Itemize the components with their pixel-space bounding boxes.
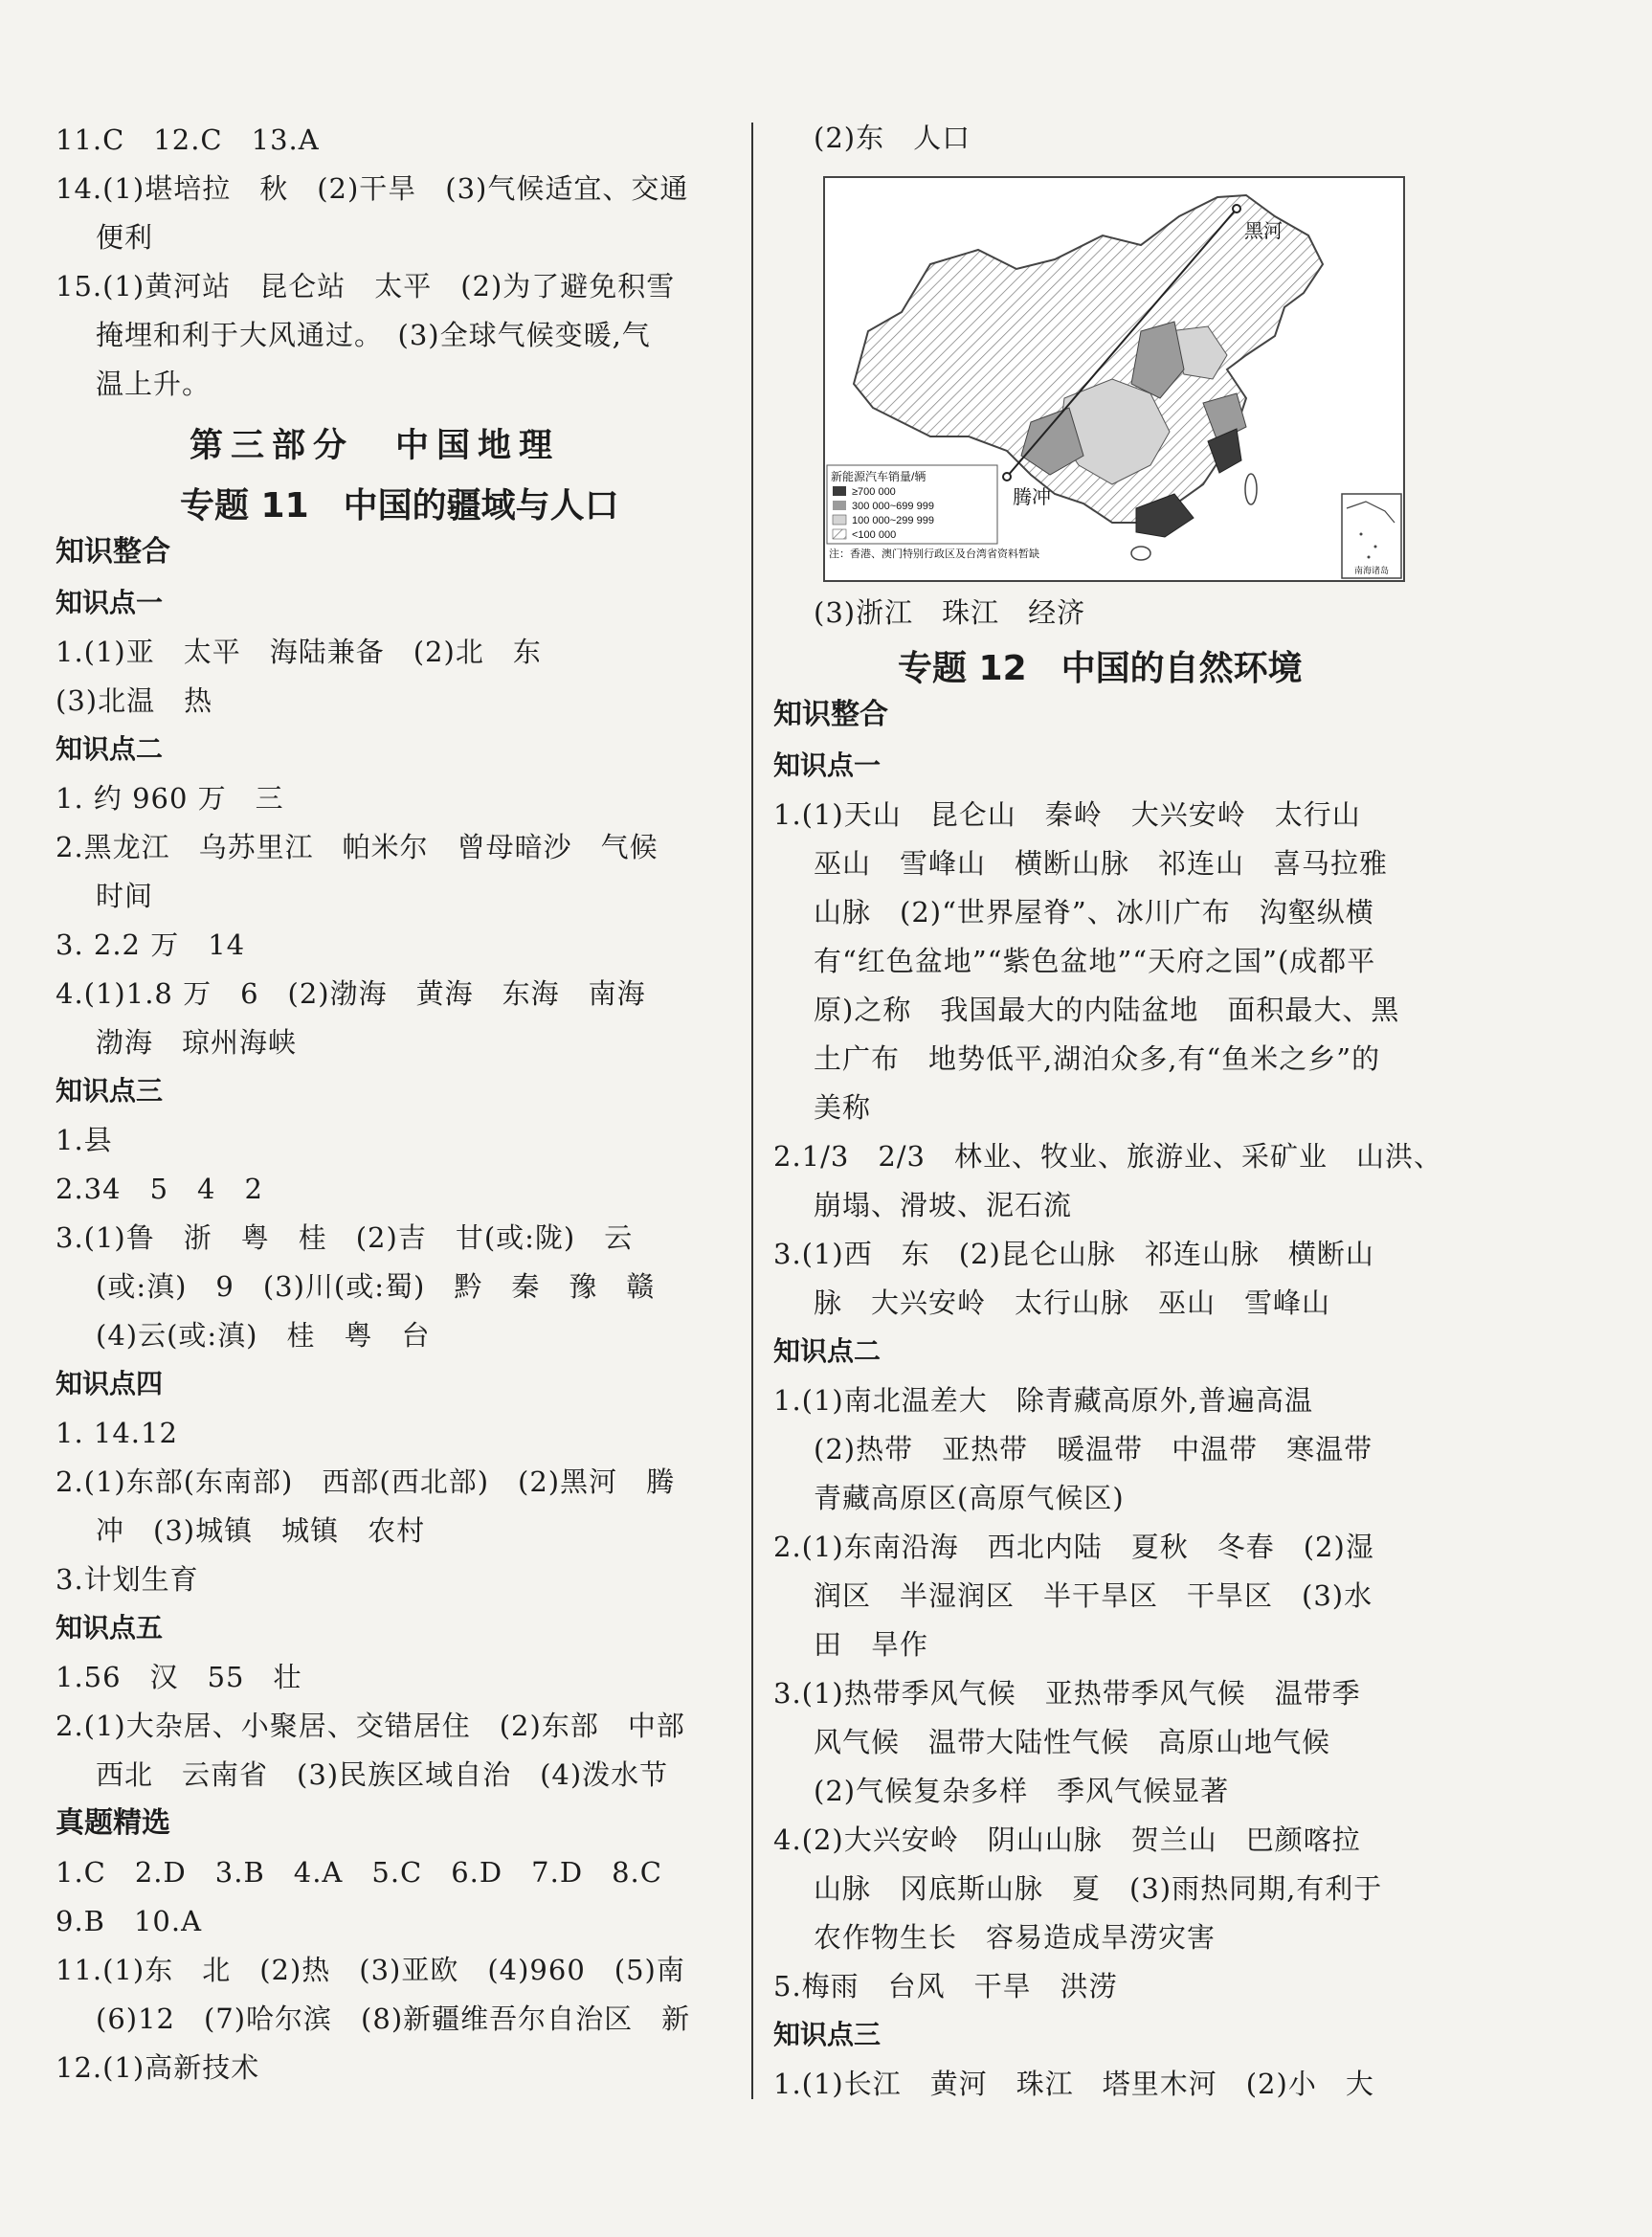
answer-line: 西北 云南省 (3)民族区域自治 (4)泼水节 bbox=[96, 1758, 669, 1791]
answer-line: 润区 半湿润区 半干旱区 干旱区 (3)水 bbox=[814, 1579, 1373, 1612]
answer-line: 2.(1)东南沿海 西北内陆 夏秋 冬春 (2)湿 bbox=[773, 1531, 1374, 1563]
answer-line: 山脉 (2)“世界屋脊”、冰川广布 沟壑纵横 bbox=[814, 896, 1374, 928]
answer-line: 美称 bbox=[814, 1091, 872, 1124]
answer-line: 2.1/3 2/3 林业、牧业、旅游业、采矿业 山洪、 bbox=[773, 1140, 1443, 1173]
answer-line: 渤海 琼州海峡 bbox=[96, 1026, 298, 1059]
answer-line: 温上升。 bbox=[96, 368, 212, 400]
answer-line: 12.(1)高新技术 bbox=[56, 2051, 260, 2084]
answer-line: (4)云(或:滇) 桂 粤 台 bbox=[96, 1319, 431, 1352]
section-heading: 知识整合 bbox=[56, 535, 170, 569]
legend-item: <100 000 bbox=[852, 529, 897, 541]
answer-line: 脉 大兴安岭 太行山脉 巫山 雪峰山 bbox=[814, 1286, 1331, 1319]
answer-line: 5.梅雨 台风 干旱 洪涝 bbox=[773, 1970, 1118, 2002]
answer-line: (2)热带 亚热带 暖温带 中温带 寒温带 bbox=[814, 1433, 1373, 1465]
answer-line: 2.(1)大杂居、小聚居、交错居住 (2)东部 中部 bbox=[56, 1710, 685, 1742]
answer-line: (2)气候复杂多样 季风气候显著 bbox=[814, 1775, 1230, 1807]
answer-line: 有“红色盆地”“紫色盆地”“天府之国”(成都平 bbox=[814, 945, 1376, 977]
legend-swatch-light bbox=[833, 515, 846, 525]
label-heihe: 黑河 bbox=[1244, 221, 1283, 242]
part-title: 第三部分 中国地理 bbox=[190, 427, 561, 465]
legend-title: 新能源汽车销量/辆 bbox=[831, 470, 926, 483]
answer-line: 3. 2.2 万 14 bbox=[56, 928, 246, 961]
map-note: 注：香港、澳门特别行政区及台湾省资料暂缺 bbox=[829, 548, 1039, 560]
legend-swatch-medium bbox=[833, 501, 846, 510]
answer-line: 1.56 汉 55 壮 bbox=[56, 1661, 302, 1693]
knowledge-point-heading: 知识点二 bbox=[56, 733, 164, 765]
answer-line: (或:滇) 9 (3)川(或:蜀) 黔 秦 豫 赣 bbox=[96, 1270, 656, 1303]
answer-line: 1.县 bbox=[56, 1124, 113, 1156]
knowledge-point-heading: 知识点五 bbox=[56, 1612, 164, 1644]
answer-line: 掩埋和利于大风通过。 (3)全球气候变暖,气 bbox=[96, 319, 651, 351]
answer-line: 便利 bbox=[96, 221, 154, 254]
answer-line: 1.(1)长江 黄河 珠江 塔里木河 (2)小 大 bbox=[773, 2068, 1374, 2100]
answer-line: 11.(1)东 北 (2)热 (3)亚欧 (4)960 (5)南 bbox=[56, 1954, 685, 1986]
answer-line: 2.(1)东部(东南部) 西部(西北部) (2)黑河 腾 bbox=[56, 1465, 676, 1498]
answer-line: 1.(1)亚 太平 海陆兼备 (2)北 东 bbox=[56, 636, 542, 668]
label-tengchong: 腾冲 bbox=[1013, 487, 1051, 508]
answer-line: 14.(1)堪培拉 秋 (2)干旱 (3)气候适宜、交通 bbox=[56, 172, 689, 205]
answer-line: (3)浙江 珠江 经济 bbox=[814, 596, 1086, 629]
knowledge-point-heading: 知识点一 bbox=[773, 749, 882, 781]
answer-line: 山脉 冈底斯山脉 夏 (3)雨热同期,有利于 bbox=[814, 1872, 1383, 1905]
knowledge-point-heading: 知识点四 bbox=[56, 1368, 164, 1399]
topic-title-12: 专题 12 中国的自然环境 bbox=[898, 649, 1303, 688]
answer-line: (3)北温 热 bbox=[56, 684, 213, 717]
answer-line: 2.黑龙江 乌苏里江 帕米尔 曾母暗沙 气候 bbox=[56, 831, 659, 863]
map-svg bbox=[825, 178, 1403, 580]
answer-line: 原)之称 我国最大的内陆盆地 面积最大、黑 bbox=[814, 994, 1400, 1026]
tengchong-marker bbox=[1003, 473, 1011, 481]
answer-line: 3.(1)热带季风气候 亚热带季风气候 温带季 bbox=[773, 1677, 1361, 1710]
column-divider bbox=[751, 123, 753, 2099]
knowledge-point-heading: 知识点三 bbox=[773, 2019, 882, 2050]
legend-item: 300 000~699 999 bbox=[852, 501, 934, 512]
inset-label: 南海诸岛 bbox=[1354, 566, 1390, 575]
hainan-island bbox=[1131, 547, 1150, 560]
topic-title-11: 专题 11 中国的疆域与人口 bbox=[180, 486, 619, 526]
answer-line: 1. 约 960 万 三 bbox=[56, 782, 284, 815]
section-heading: 知识整合 bbox=[773, 698, 888, 731]
legend-item: ≥700 000 bbox=[852, 486, 896, 498]
legend-swatch-dark bbox=[833, 486, 846, 496]
answer-line: 3.计划生育 bbox=[56, 1563, 199, 1596]
china-ev-sales-map bbox=[823, 176, 1405, 582]
knowledge-point-heading: 知识点三 bbox=[56, 1075, 164, 1107]
answer-line: 巫山 雪峰山 横断山脉 祁连山 喜马拉雅 bbox=[814, 847, 1389, 880]
taiwan-island bbox=[1245, 474, 1257, 504]
answer-line: 土广布 地势低平,湖泊众多,有“鱼米之乡”的 bbox=[814, 1042, 1381, 1075]
answer-line: 青藏高原区(高原气候区) bbox=[814, 1482, 1125, 1514]
answer-line: 2.34 5 4 2 bbox=[56, 1173, 263, 1205]
answer-line: 风气候 温带大陆性气候 高原山地气候 bbox=[814, 1726, 1331, 1758]
answer-line: 1.(1)南北温差大 除青藏高原外,普遍高温 bbox=[773, 1384, 1313, 1417]
legend-item: 100 000~299 999 bbox=[852, 515, 934, 526]
section-heading: 真题精选 bbox=[56, 1806, 170, 1840]
answer-line: 冲 (3)城镇 城镇 农村 bbox=[96, 1514, 426, 1547]
answer-line: 3.(1)鲁 浙 粤 桂 (2)吉 甘(或:陇) 云 bbox=[56, 1221, 634, 1254]
legend-swatch-hatched bbox=[833, 529, 846, 539]
answer-line: 1.C 2.D 3.B 4.A 5.C 6.D 7.D 8.C bbox=[56, 1856, 662, 1889]
knowledge-point-heading: 知识点一 bbox=[56, 587, 164, 618]
answer-line: (2)东 人口 bbox=[814, 122, 971, 154]
answer-line: 1. 14.12 bbox=[56, 1417, 178, 1449]
answer-line: 时间 bbox=[96, 880, 154, 912]
heihe-marker bbox=[1233, 205, 1240, 213]
answer-line: 1.(1)天山 昆仑山 秦岭 大兴安岭 太行山 bbox=[773, 798, 1361, 831]
answer-line: 田 旱作 bbox=[814, 1628, 929, 1661]
answer-line: (6)12 (7)哈尔滨 (8)新疆维吾尔自治区 新 bbox=[96, 2002, 691, 2035]
answer-line: 15.(1)黄河站 昆仑站 太平 (2)为了避免积雪 bbox=[56, 270, 676, 302]
answer-line: 4.(1)1.8 万 6 (2)渤海 黄海 东海 南海 bbox=[56, 977, 646, 1010]
answer-line: 农作物生长 容易造成旱涝灾害 bbox=[814, 1921, 1217, 1954]
answer-line: 3.(1)西 东 (2)昆仑山脉 祁连山脉 横断山 bbox=[773, 1238, 1374, 1270]
knowledge-point-heading: 知识点二 bbox=[773, 1335, 882, 1367]
answer-line: 9.B 10.A bbox=[56, 1905, 203, 1937]
answer-line: 11.C 12.C 13.A bbox=[56, 123, 320, 156]
answer-line: 崩塌、滑坡、泥石流 bbox=[814, 1189, 1073, 1221]
answer-line: 4.(2)大兴安岭 阴山山脉 贺兰山 巴颜喀拉 bbox=[773, 1823, 1361, 1856]
